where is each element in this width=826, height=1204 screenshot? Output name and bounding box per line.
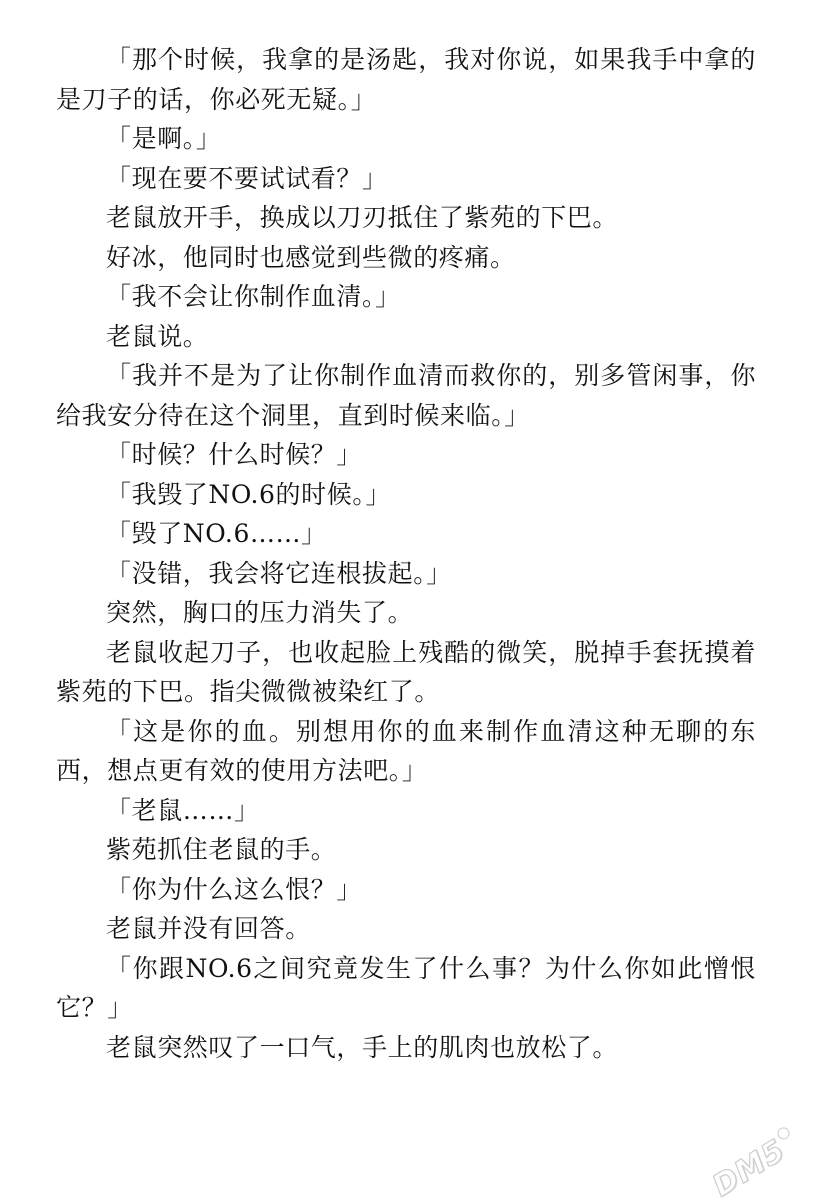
paragraph: 「老鼠……」 (106, 795, 260, 825)
paragraph: 老鼠说。 (106, 321, 209, 351)
paragraph: 「我不会让你制作血清。」 (106, 282, 401, 311)
paragraph: 「现在要不要试试看？」 (106, 163, 388, 193)
paragraph: 「我毁了NO.6的时候。」 (106, 479, 392, 509)
paragraph: 老鼠并没有回答。 (106, 914, 311, 943)
paragraph: 老鼠收起刀子，也收起脸上残酷的微笑，脱掉手套抚摸着紫苑的下巴。指尖微微被染红了。 (56, 637, 756, 706)
paragraph: 「这是你的血。别想用你的血来制作血清这种无聊的东西，想点更有效的使用方法吧。」 (56, 716, 756, 785)
paragraph: 「你跟NO.6之间究竟发生了什么事？为什么你如此憎恨它？」 (56, 953, 756, 1022)
paragraph: 「时候？什么时候？」 (106, 440, 363, 469)
paragraph: 「毁了NO.6……」 (106, 519, 327, 548)
paragraph: 突然，胸口的压力消失了。 (106, 598, 414, 627)
paragraph: 好冰，他同时也感觉到些微的疼痛。 (106, 242, 516, 272)
paragraph: 「没错，我会将它连根拔起。」 (106, 558, 452, 588)
paragraph: 老鼠突然叹了一口气，手上的肌肉也放松了。 (106, 1032, 619, 1062)
paragraph: 「那个时候，我拿的是汤匙，我对你说，如果我手中拿的是刀子的话，你必死无疑。」 (56, 45, 756, 114)
watermark-logo (707, 1125, 804, 1204)
document-body (56, 40, 756, 1067)
paragraph: 老鼠放开手，换成以刀刃抵住了紫苑的下巴。 (106, 203, 619, 232)
paragraph: 紫苑抓住老鼠的手。 (106, 835, 337, 864)
paragraph: 「是啊。」 (106, 124, 222, 153)
paragraph: 「我并不是为了让你制作血清而救你的，别多管闲事，你给我安分待在这个洞里，直到时候来临。」 (56, 361, 756, 430)
paragraph: 「你为什么这么恨？」 (106, 874, 363, 904)
watermark-text: DM5 (706, 1132, 793, 1204)
